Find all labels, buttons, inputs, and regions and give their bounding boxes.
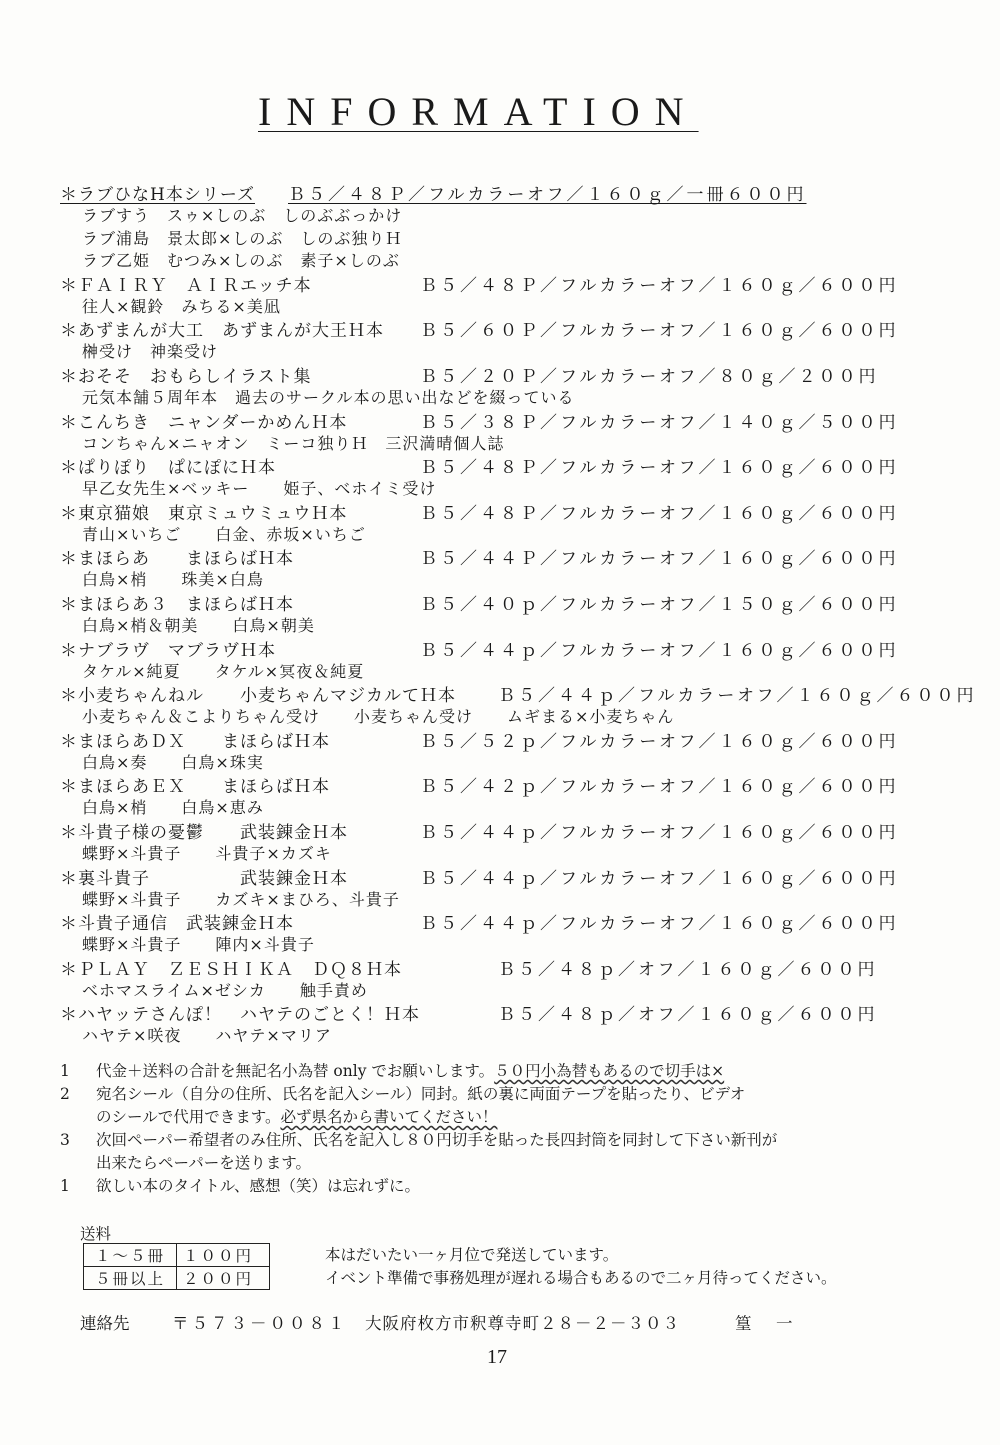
catalog-name: ＊ＦＡＩＲＹ ＡＩＲエッチ本 [60, 275, 312, 296]
note-text: 次回ペーパー希望者のみ住所、氏名を記入し８０円切手を貼った長四封筒を同封して下さい新刊が [96, 1131, 778, 1149]
note-item [60, 1060, 960, 1083]
catalog-subtitle: ラブすう スゥ×しのぶ しのぶぶっかけ [82, 206, 403, 225]
catalog-name: ＊まほらあＤＸ まほらばＨ本 [60, 731, 330, 752]
catalog-title [0, 636, 1000, 661]
catalog-spec: Ｂ５／４２ｐ／フルカラーオフ／１６０ｇ／６００円 [420, 777, 899, 798]
note-emphasis: ５０円小為替もあるので切手は× [494, 1062, 725, 1080]
catalog-title [0, 408, 1000, 433]
note-number: 3 [60, 1131, 70, 1149]
shipping-fee: １００円 [177, 1244, 270, 1267]
catalog-title [0, 909, 1000, 935]
note-text: 宛名シール（自分の住所、氏名を記入シール）同封。紙の裏に両面テープを貼ったり、ビデオ [96, 1085, 746, 1103]
catalog-subtitle: ハヤテ×咲夜 ハヤテ×マリア [82, 1026, 332, 1046]
catalog-spec: Ｂ５／４０ｐ／フルカラーオフ／１５０ｇ／６００円 [420, 595, 899, 615]
shipping-note: イベント準備で事務処理が遅れる場合もあるので二ヶ月待ってください。 [325, 1269, 837, 1287]
catalog-name: ＊まほらあ３ まほらばＨ本 [60, 595, 294, 615]
catalog-name: ＊斗貴子通信 武装錬金Ｈ本 [60, 914, 294, 935]
note-text: 出来たらペーパーを送ります。 [96, 1154, 311, 1172]
note-item [60, 1106, 960, 1129]
note-text: のシールで代用できます。 [96, 1108, 281, 1126]
shipping-row [84, 1244, 270, 1267]
catalog-title [0, 499, 1000, 524]
catalog-spec: Ｂ５／４８Ｐ／フルカラーオフ／１６０ｇ／一冊６００円 [288, 185, 807, 205]
catalog-subtitle: 蝶野×斗貴子 カズキ×まひろ、斗貴子 [82, 889, 400, 909]
note-number: 2 [60, 1085, 70, 1103]
catalog-name: ＊こんちき ニャンダーかめんＨ本 [60, 412, 348, 433]
catalog-name: ＊ＰＬＡＹ ＺＥＳＨＩＫＡ ＤＱ８Ｈ本 [60, 959, 402, 980]
catalog-subtitle: 往人×観鈴 みちる×美凪 [82, 296, 281, 316]
catalog-name: ＊ハヤッテさんぽ！ ハヤテのごとく！Ｈ本 [60, 1005, 420, 1026]
note-text: 欲しい本のタイトル、感想（笑）は忘れずに。 [96, 1177, 420, 1195]
catalog-name: ＊おそそ おもらしイラスト集 [60, 367, 312, 387]
shipping-row [84, 1267, 270, 1290]
catalog-title [0, 544, 1000, 570]
catalog-subtitle: 蝶野×斗貴子 陣内×斗貴子 [82, 935, 315, 955]
catalog-subtitle: コンちゃん×ニャオン ミーコ独りＨ 三沢満晴個人誌 [82, 433, 505, 453]
catalog-spec: Ｂ５／４８ｐ／オフ／１６０ｇ／６００円 [498, 1005, 878, 1026]
note-item [60, 1083, 960, 1106]
catalog-title [0, 1000, 1000, 1026]
catalog-title [0, 453, 1000, 479]
catalog-spec: Ｂ５／４４ｐ／フルカラーオフ／１６０ｇ／６００円 [498, 686, 977, 707]
catalog-name: ＊まほらあ まほらばＨ本 [60, 549, 294, 570]
note-item [60, 1129, 960, 1152]
catalog-name: ＊東京猫娘 東京ミュウミュウＨ本 [60, 503, 348, 524]
catalog-title [0, 681, 1000, 707]
note-number: 1 [60, 1062, 70, 1080]
note-number: 1 [60, 1177, 70, 1195]
catalog-title [0, 727, 1000, 752]
shipping-range: １～５冊 [84, 1244, 177, 1267]
catalog-name: ＊ナブラヴ マブラヴＨ本 [60, 640, 276, 661]
catalog-subtitle: ラブ乙姫 むつみ×しのぶ 素子×しのぶ [82, 251, 400, 271]
catalog-name: ＊まほらあＥＸ まほらばＨ本 [60, 777, 330, 798]
catalog-spec: Ｂ５／４４ｐ／フルカラーオフ／１６０ｇ／６００円 [420, 640, 899, 661]
catalog-subtitle: 小麦ちゃん＆こよりちゃん受け 小麦ちゃん受け ムギまる×小麦ちゃん [82, 707, 675, 727]
catalog-spec: Ｂ５／４４ｐ／フルカラーオフ／１６０ｇ／６００円 [420, 914, 899, 935]
catalog-subtitle: 白鳥×梢 白鳥×恵み [82, 798, 264, 818]
shipping-range: ５冊以上 [84, 1267, 177, 1290]
catalog-title [0, 955, 1000, 980]
catalog-subtitle: 青山×いちご 白金、赤坂×いちご [82, 524, 366, 544]
note-item [60, 1175, 960, 1198]
catalog-spec: Ｂ５／４４Ｐ／フルカラーオフ／１６０ｇ／６００円 [420, 549, 899, 570]
contact-label: 連絡先 [80, 1314, 130, 1333]
catalog-title [0, 818, 1000, 843]
note-emphasis: 必ず県名から書いてください！ [280, 1108, 498, 1126]
catalog-name: ＊ぱりぽり ぱにぽにＨ本 [60, 458, 276, 479]
order-notes [60, 1060, 960, 1198]
catalog-subtitle: ベホマスライム×ゼシカ 触手責め [82, 980, 368, 1000]
catalog-subtitle: 榊受け 神楽受け [82, 342, 219, 362]
contact-name: 篁 一 [735, 1314, 797, 1333]
contact-address: 大阪府枚方市釈尊寺町２８－２－３０３ [365, 1314, 680, 1333]
note-item [60, 1152, 960, 1175]
catalog-subtitle: ラブ浦島 景太郎×しのぶ しのぶ独りＨ [82, 228, 403, 248]
catalog-spec: Ｂ５／２０Ｐ／フルカラーオフ／８０ｇ／２００円 [420, 367, 879, 387]
catalog-title [0, 772, 1000, 798]
catalog-subtitle: 蝶野×斗貴子 斗貴子×カズキ [82, 844, 332, 863]
catalog-title [0, 864, 1000, 889]
catalog-title [0, 180, 1000, 205]
catalog-title [0, 590, 1000, 615]
catalog-spec: Ｂ５／４８ｐ／オフ／１６０ｇ／６００円 [498, 959, 878, 980]
catalog-subtitle: 白鳥×梢 珠美×白鳥 [82, 570, 264, 590]
catalog-name: ＊あずまんが大工 あずまんが大王Ｈ本 [60, 321, 384, 342]
catalog-subtitle: 白鳥×奏 白鳥×珠実 [82, 752, 264, 772]
note-text: 代金＋送料の合計を無記名小為替 only でお願いします。 [96, 1062, 495, 1080]
shipping-fee: ２００円 [177, 1267, 270, 1290]
catalog-spec: Ｂ５／４８Ｐ／フルカラーオフ／１６０ｇ／６００円 [420, 275, 899, 296]
catalog-spec: Ｂ５／４４ｐ／フルカラーオフ／１６０ｇ／６００円 [420, 823, 899, 843]
catalog-name: ＊小麦ちゃんねル 小麦ちゃんマジカルてＨ本 [60, 686, 456, 707]
catalog-subtitle: 元気本舗５周年本 過去のサークル本の思い出などを綴っている [82, 388, 575, 407]
catalog-spec: Ｂ５／４４ｐ／フルカラーオフ／１６０ｇ／６００円 [420, 868, 899, 889]
catalog-spec: Ｂ５／５２ｐ／フルカラーオフ／１６０ｇ／６００円 [420, 731, 899, 752]
contact-postal: 〒５７３－００８１ [172, 1314, 348, 1333]
catalog-name: ＊斗貴子様の憂鬱 武装錬金Ｈ本 [60, 823, 348, 843]
catalog-subtitle: タケル×純夏 タケル×冥夜＆純夏 [82, 661, 365, 681]
catalog-name: ＊ラブひなH本シリーズ [60, 185, 255, 205]
catalog-title [0, 362, 1000, 387]
catalog-title [0, 271, 1000, 296]
catalog-spec: Ｂ５／６０Ｐ／フルカラーオフ／１６０ｇ／６００円 [420, 321, 899, 342]
catalog-subtitle: 早乙女先生×ベッキー 姫子、ベホイミ受け [82, 479, 437, 499]
shipping-table [83, 1243, 270, 1290]
catalog-spec: Ｂ５／３８Ｐ／フルカラーオフ／１４０ｇ／５００円 [420, 412, 899, 433]
catalog-subtitle: 白鳥×梢＆朝美 白鳥×朝美 [82, 616, 315, 635]
catalog-title [0, 316, 1000, 342]
shipping-note: 本はだいたい一ヶ月位で発送しています。 [325, 1246, 619, 1264]
page-title: INFORMATION [258, 89, 699, 134]
catalog-spec: Ｂ５／４８Ｐ／フルカラーオフ／１６０ｇ／６００円 [420, 503, 899, 524]
catalog-name: ＊裏斗貴子 武装錬金Ｈ本 [60, 868, 348, 889]
shipping-label: 送料 [80, 1225, 112, 1243]
page-number: 17 [487, 1346, 507, 1368]
catalog-spec: Ｂ５／４８Ｐ／フルカラーオフ／１６０ｇ／６００円 [420, 458, 899, 479]
